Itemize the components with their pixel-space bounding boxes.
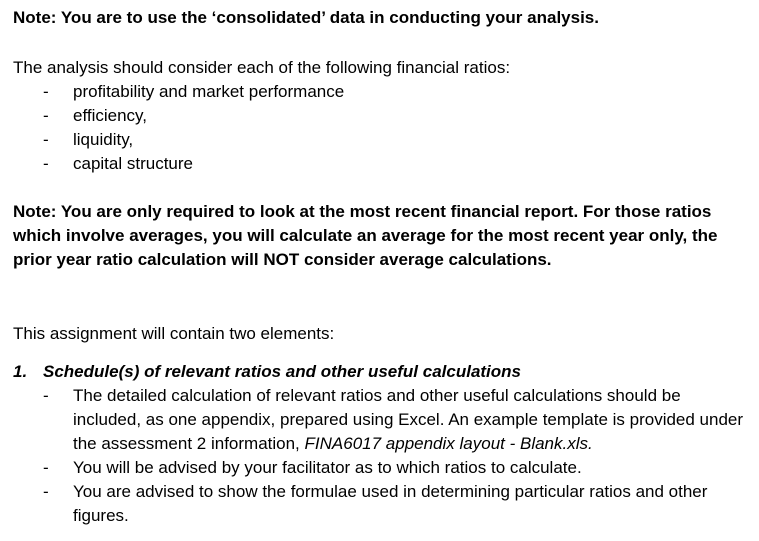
ratio-item-profitability: - profitability and market performance [13, 80, 749, 104]
ratio-list [13, 80, 749, 176]
element-1-bullet-facilitator: - You will be advised by your facilitator as to which ratios to calculate. [13, 456, 749, 480]
ratio-item-capital-structure: - capital structure [13, 152, 749, 176]
template-filename: FINA6017 appendix layout - Blank.xls. [304, 434, 593, 453]
ratio-item-efficiency: - efficiency, [13, 104, 749, 128]
element-1-bullet-excel [13, 384, 749, 456]
assignment-intro: This assignment will contain two elements: [13, 324, 335, 343]
ratios-intro: The analysis should consider each of the following financial ratios: [13, 58, 511, 77]
element-1-title: Schedule(s) of relevant ratios and other useful calculations [43, 362, 522, 381]
ratio-item-liquidity: - liquidity, [13, 128, 749, 152]
recent-report-note: Note: You are only required to look at the most recent financial report. For those ratios which involve averages, you will calculate an average for the most recent year only, the prior year ratio calculation will NOT consider average calculations. [13, 202, 718, 269]
element-1-number: 1. [13, 362, 28, 381]
excel-bullet-text: The detailed calculation of relevant ratios and other useful calculations should be included, as one appendix, prepared using Excel. An example template is provided under the assessment 2 information, [73, 386, 744, 453]
consolidated-data-note: Note: You are to use the ‘consolidated’ data in conducting your analysis. [13, 8, 599, 27]
element-1-heading [13, 360, 749, 384]
element-1-bullet-formulae: - You are advised to show the formulae used in determining particular ratios and other figures. [13, 480, 749, 528]
element-1-bullets [13, 384, 749, 528]
